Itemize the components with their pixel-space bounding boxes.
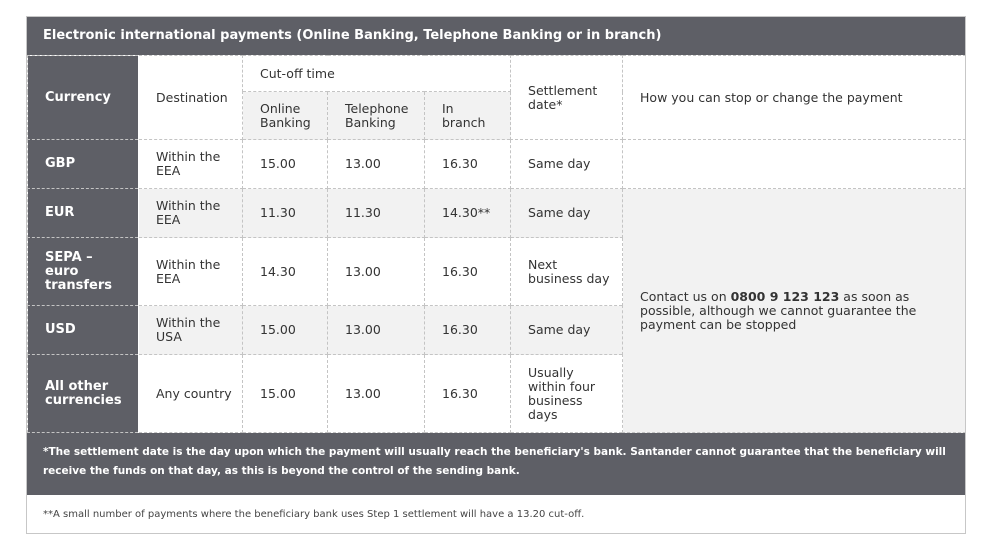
header-in-branch: In branch bbox=[425, 92, 511, 140]
row-destination: Within the EEA bbox=[139, 189, 243, 238]
header-telephone-banking: Telephone Banking bbox=[328, 92, 425, 140]
row-destination: Within the EEA bbox=[139, 140, 243, 189]
table-row bbox=[28, 189, 966, 238]
header-currency: Currency bbox=[28, 56, 139, 140]
contact-prefix: Contact us on bbox=[640, 288, 731, 304]
row-online-cutoff: 11.30 bbox=[243, 189, 328, 238]
row-settlement: Usually within four business days bbox=[511, 355, 623, 433]
cutoff-footnote: **A small number of payments where the beneficiary bank uses Step 1 settlement will have a 13.20 cut-off. bbox=[43, 509, 585, 520]
row-currency: USD bbox=[28, 306, 139, 355]
row-online-cutoff: 15.00 bbox=[243, 306, 328, 355]
row-currency: All other currencies bbox=[28, 355, 139, 433]
header-settlement-date: Settlement date* bbox=[511, 56, 623, 140]
row-settlement: Same day bbox=[511, 189, 623, 238]
contact-phone-number: 0800 9 123 123 bbox=[730, 288, 840, 304]
settlement-footnote: *The settlement date is the day upon which the payment will usually reach the beneficiary's bank. Santander cannot guarantee that the beneficiary will receive the funds on that day, as this is beyond the control of the sending bank. bbox=[27, 433, 965, 495]
row-settlement: Next business day bbox=[511, 238, 623, 306]
row-online-cutoff: 14.30 bbox=[243, 238, 328, 306]
header-stop-change: How you can stop or change the payment bbox=[623, 56, 966, 140]
row-destination: Any country bbox=[139, 355, 243, 433]
row-telephone-cutoff: 13.00 bbox=[328, 140, 425, 189]
table-title: Electronic international payments (Online Banking, Telephone Banking or in branch) bbox=[27, 17, 965, 55]
row-branch-cutoff: 16.30 bbox=[425, 355, 511, 433]
row-stop-change-empty bbox=[623, 140, 966, 189]
row-telephone-cutoff: 11.30 bbox=[328, 189, 425, 238]
row-currency: EUR bbox=[28, 189, 139, 238]
payments-table-panel bbox=[26, 16, 966, 534]
row-online-cutoff: 15.00 bbox=[243, 355, 328, 433]
row-telephone-cutoff: 13.00 bbox=[328, 306, 425, 355]
row-branch-cutoff: 16.30 bbox=[425, 238, 511, 306]
row-branch-cutoff: 14.30** bbox=[425, 189, 511, 238]
row-currency: GBP bbox=[28, 140, 139, 189]
table-row bbox=[28, 140, 966, 189]
payments-table bbox=[27, 55, 966, 433]
contact-cell bbox=[623, 189, 966, 433]
header-destination: Destination bbox=[139, 56, 243, 140]
contact-suffix: as soon as possible, although we cannot guarantee the payment can be stopped bbox=[640, 288, 917, 332]
row-settlement: Same day bbox=[511, 140, 623, 189]
header-cutoff-time: Cut-off time bbox=[243, 56, 511, 92]
row-telephone-cutoff: 13.00 bbox=[328, 355, 425, 433]
row-branch-cutoff: 16.30 bbox=[425, 140, 511, 189]
row-currency: SEPA – euro transfers bbox=[28, 238, 139, 306]
header-online-banking: Online Banking bbox=[243, 92, 328, 140]
row-branch-cutoff: 16.30 bbox=[425, 306, 511, 355]
row-online-cutoff: 15.00 bbox=[243, 140, 328, 189]
row-settlement: Same day bbox=[511, 306, 623, 355]
row-telephone-cutoff: 13.00 bbox=[328, 238, 425, 306]
row-destination: Within the USA bbox=[139, 306, 243, 355]
row-destination: Within the EEA bbox=[139, 238, 243, 306]
